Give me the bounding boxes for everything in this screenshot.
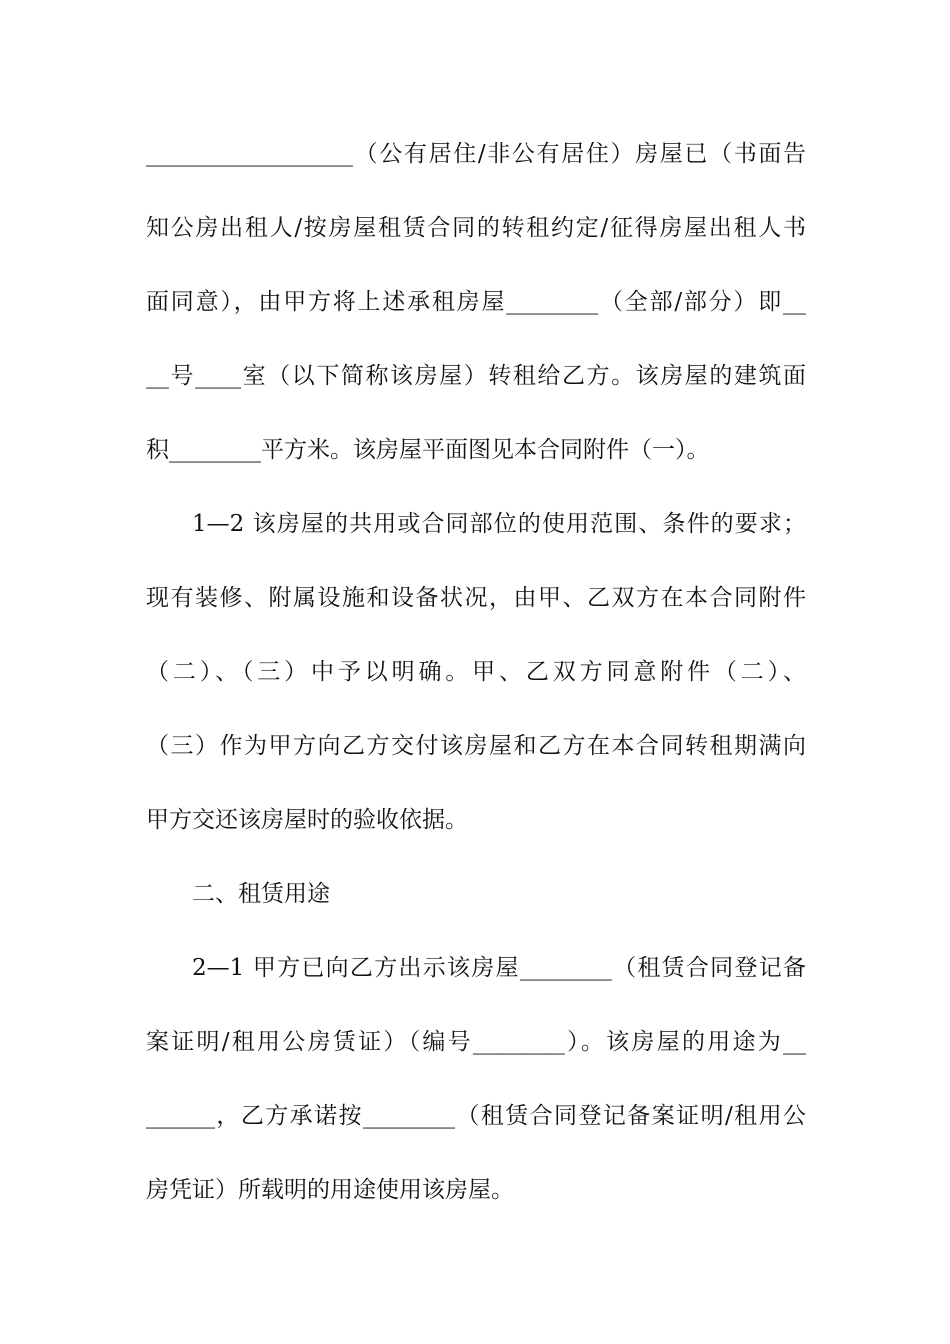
text-line: 现有装修、附属设施和设备状况，由甲、乙双方在本合同附件 xyxy=(146,585,806,611)
text-line: （二）、（三）中予以明确。甲、乙双方同意附件（二）、 xyxy=(146,659,806,685)
section-heading: 二、租赁用途 xyxy=(192,881,330,907)
text-line: 2—1 甲方已向乙方出示该房屋________（租赁合同登记备 xyxy=(192,955,806,981)
text-line: （三）作为甲方向乙方交付该房屋和乙方在本合同转租期满向 xyxy=(146,733,806,759)
text-line: 房凭证）所载明的用途使用该房屋。 xyxy=(146,1177,514,1203)
text-line: 知公房出租人/按房屋租赁合同的转租约定/征得房屋出租人书 xyxy=(146,215,806,241)
text-line: 积________平方米。该房屋平面图见本合同附件（一）。 xyxy=(146,437,710,463)
text-line: __________________（公有居住/非公有居住）房屋已（书面告 xyxy=(146,141,806,167)
contract-text xyxy=(146,134,806,1244)
text-line: ______，乙方承诺按________（租赁合同登记备案证明/租用公 xyxy=(146,1103,806,1129)
text-line: 案证明/租用公房赁证）（编号________）。该房屋的用途为__ xyxy=(146,1029,806,1055)
text-line: 面同意），由甲方将上述承租房屋________（全部/部分）即__ xyxy=(146,289,806,315)
text-line: 1—2 该房屋的共用或合同部位的使用范围、条件的要求； xyxy=(192,511,806,537)
text-line: 甲方交还该房屋时的验收依据。 xyxy=(146,807,468,833)
text-line: __号____室（以下简称该房屋）转租给乙方。该房屋的建筑面 xyxy=(146,363,806,389)
